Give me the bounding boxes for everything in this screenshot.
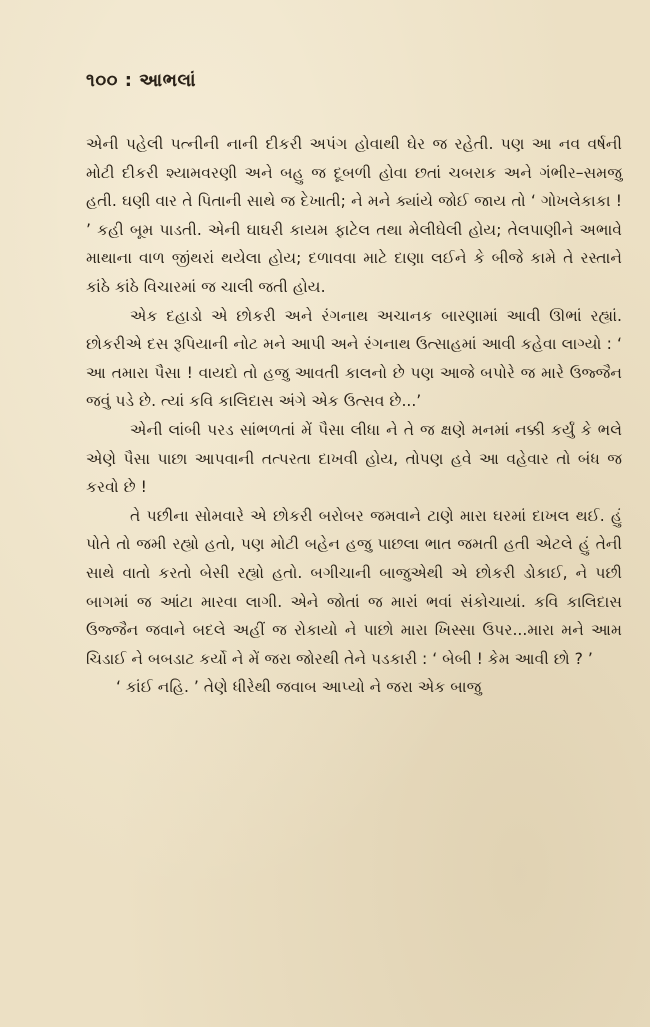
paragraph-3: એની લાંબી પરડ સાંભળતાં મેં પૈસા લીધા ને તે જ ક્ષણે મનમાં નક્કી કર્યું કે ભલે એણે પૈસા પાછા આપવાની તત્પરતા દાખવી હોય, તોપણ હવે આ વહેવાર તો બંધ જ કરવો છે ! <box>86 420 622 497</box>
body-text <box>86 130 622 702</box>
header-wavy-rule <box>86 97 208 103</box>
paragraph-1: એની પહેલી પત્નીની નાની દીકરી અપંગ હોવાથી ઘેર જ રહેતી. પણ આ નવ વર્ષની મોટી દીકરી શ્યામવરણી અને બહુ જ દૂબળી હોવા છતાં ચબરાક અને ગંભીર–સમજુ હતી. ઘણી વાર તે પિતાની સાથે જ દેખાતી; ને મને ક્યાંયે જોઈ જાય તો ‘ ગોખલેકાકા ! ’ કહી બૂમ પાડતી. એની ઘાઘરી કાયમ ફાટેલ તથા મેલીઘેલી હોય; તેલપાણીને અભાવે માથાના વાળ જીંથરાં થયેલા હોય; દળાવવા માટે દાણા લઈને કે બીજે કામે તે રસ્તાને કાંઠે કાંઠે વિચારમાં જ ચાલી જતી હોય. <box>86 135 622 296</box>
paragraph-5: ‘ કાંઈ નહિ. ’ તેણે ધીરેથી જવાબ આપ્યો ને જરા એક બાજુ <box>116 678 482 697</box>
paragraph-4: તે પછીના સોમવારે એ છોકરી બરોબર જમવાને ટાણે મારા ઘરમાં દાખલ થઈ. હું પોતે તો જમી રહ્યો હતો, પણ મોટી બહેન હજુ પાછલા ભાત જમતી હતી એટલે હું તેની સાથે વાતો કરતો બેસી રહ્યો હતો. બગીચાની બાજુએથી એ છોકરી ડોકાઈ, ને પછી બાગમાં જ આંટા મારવા લાગી. એને જોતાં જ મારાં ભવાં સંકોચાયાં. કવિ કાલિદાસ ઉજ્જૈન જવાને બદલે અહીં જ રોકાયો ને પાછો મારા ખિસ્સા ઉપર...મારા મને આમ ચિડાઈ ને બબડાટ કર્યો ને મેં જરા જોરથી તેને પડકારી : ‘ બેબી ! કેમ આવી છો ? ’ <box>86 506 622 668</box>
paragraph-2: એક દહાડો એ છોકરી અને રંગનાથ અચાનક બારણામાં આવી ઊભાં રહ્યાં. છોકરીએ દસ રૂપિયાની નોટ મને આપી અને રંગનાથ ઉત્સાહમાં આવી કહેવા લાગ્યો : ‘ આ તમારા પૈસા ! વાયદો તો હજુ આવતી કાલનો છે પણ આજે બપોરે જ મારે ઉજ્જૈન જવું પડે છે. ત્યાં કવિ કાલિદાસ અંગે એક ઉત્સવ છે...’ <box>86 306 622 411</box>
running-header: ૧૦૦ : આભલાં <box>86 70 197 91</box>
